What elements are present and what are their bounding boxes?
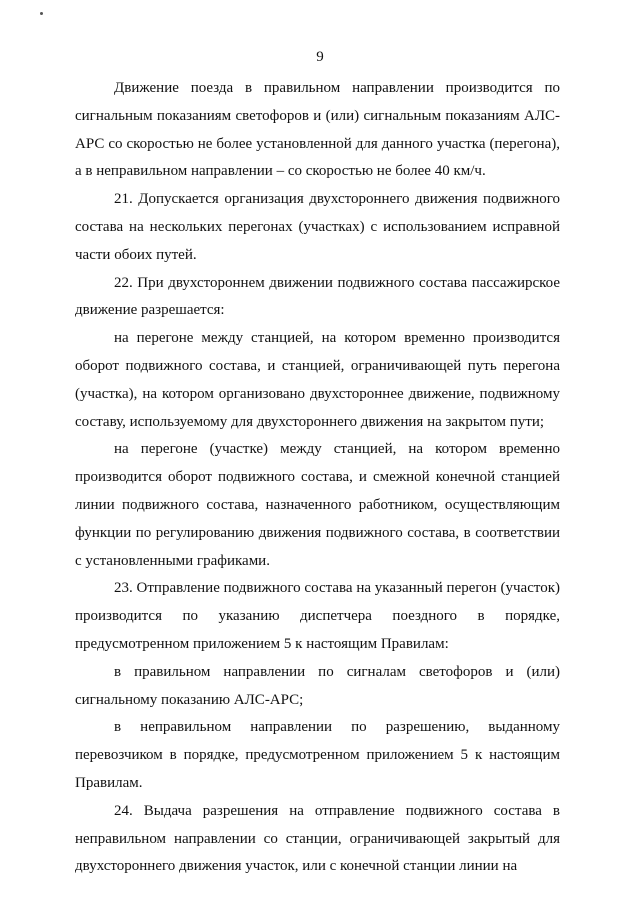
document-body xyxy=(75,75,560,881)
paragraph-22-item-2: на перегоне (участке) между станцией, на котором временно производится оборот подвижного состава, и смежной конечной станцией линии подвижного состава, назначенного работником, осуществляющим функции по регулированию движения подвижного состава, в соответствии с установленными графиками. xyxy=(75,441,560,569)
paragraph-21: 21. Допускается организация двухстороннего движения подвижного состава на нескольких перегонах (участках) с использованием исправной части обоих путей. xyxy=(75,191,560,263)
scan-mark xyxy=(40,12,43,15)
paragraph-23-item-1: в правильном направлении по сигналам светофоров и (или) сигнальному показанию АЛС-АРС; xyxy=(75,663,560,708)
page-number: 9 xyxy=(316,49,324,65)
paragraph-24: 24. Выдача разрешения на отправление подвижного состава в неправильном направлении со станции, ограничивающей закрытый для двухстороннего движения участок, или с конечной станции линии на xyxy=(75,802,560,875)
paragraph-23-item-2: в неправильном направлении по разрешению, выданному перевозчиком в порядке, предусмотренном приложением 5 к настоящим Правилам. xyxy=(75,719,560,791)
paragraph-23: 23. Отправление подвижного состава на указанный перегон (участок) производится по указанию диспетчера поездного в порядке, предусмотренном приложением 5 к настоящим Правилам: xyxy=(75,580,560,652)
paragraph-22-item-1: на перегоне между станцией, на котором временно производится оборот подвижного состава, и станцией, ограничивающей путь перегона (участка), на котором организовано двухстороннее движение, подвижному составу, используемому для двухстороннего движения на закрытом пути; xyxy=(75,330,560,430)
paragraph-22: 22. При двухстороннем движении подвижного состава пассажирское движение разрешается: xyxy=(75,274,560,319)
paragraph-movement-speed: Движение поезда в правильном направлении производится по сигнальным показаниям светофоров и (или) сигнальным показаниям АЛС-АРС со скоростью не более установленной для данного участка (перегона), а в неправильном направлении – со скоростью не более 40 км/ч. xyxy=(75,80,560,180)
